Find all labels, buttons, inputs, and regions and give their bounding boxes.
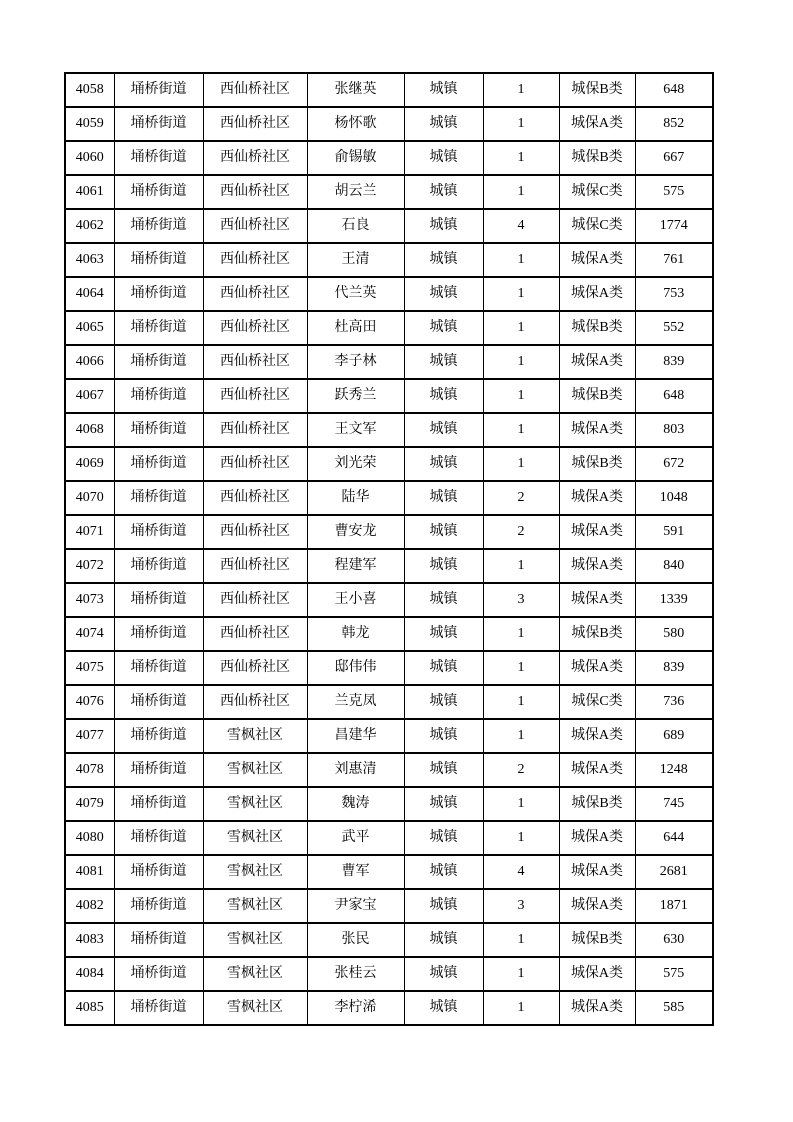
cell-name: 韩龙	[307, 617, 404, 651]
table-row	[65, 345, 713, 379]
cell-community: 西仙桥社区	[203, 277, 307, 311]
cell-street: 埇桥街道	[114, 447, 203, 481]
cell-person-count: 1	[483, 549, 559, 583]
cell-category: 城保B类	[559, 73, 635, 107]
cell-community: 西仙桥社区	[203, 175, 307, 209]
cell-person-count: 1	[483, 141, 559, 175]
cell-household-type: 城镇	[404, 549, 483, 583]
cell-community: 西仙桥社区	[203, 583, 307, 617]
cell-serial-number: 4059	[65, 107, 114, 141]
cell-household-type: 城镇	[404, 787, 483, 821]
cell-community: 雪枫社区	[203, 855, 307, 889]
table-row	[65, 923, 713, 957]
table-body	[65, 73, 713, 1025]
cell-street: 埇桥街道	[114, 651, 203, 685]
cell-person-count: 1	[483, 175, 559, 209]
cell-serial-number: 4066	[65, 345, 114, 379]
cell-serial-number: 4075	[65, 651, 114, 685]
cell-community: 西仙桥社区	[203, 379, 307, 413]
cell-amount: 745	[635, 787, 713, 821]
table-row	[65, 685, 713, 719]
cell-amount: 552	[635, 311, 713, 345]
welfare-register-table	[64, 72, 714, 1026]
cell-name: 陆华	[307, 481, 404, 515]
cell-community: 雪枫社区	[203, 957, 307, 991]
cell-community: 西仙桥社区	[203, 243, 307, 277]
cell-household-type: 城镇	[404, 141, 483, 175]
cell-category: 城保B类	[559, 447, 635, 481]
cell-street: 埇桥街道	[114, 889, 203, 923]
cell-name: 昌建华	[307, 719, 404, 753]
cell-community: 西仙桥社区	[203, 311, 307, 345]
cell-category: 城保C类	[559, 175, 635, 209]
cell-street: 埇桥街道	[114, 787, 203, 821]
cell-household-type: 城镇	[404, 991, 483, 1025]
cell-amount: 803	[635, 413, 713, 447]
cell-person-count: 1	[483, 413, 559, 447]
cell-category: 城保A类	[559, 107, 635, 141]
cell-category: 城保A类	[559, 481, 635, 515]
table-row	[65, 787, 713, 821]
cell-name: 王小喜	[307, 583, 404, 617]
cell-serial-number: 4072	[65, 549, 114, 583]
cell-serial-number: 4080	[65, 821, 114, 855]
cell-name: 杨怀歌	[307, 107, 404, 141]
cell-household-type: 城镇	[404, 209, 483, 243]
cell-street: 埇桥街道	[114, 379, 203, 413]
cell-serial-number: 4085	[65, 991, 114, 1025]
table-row	[65, 447, 713, 481]
cell-category: 城保A类	[559, 719, 635, 753]
cell-amount: 840	[635, 549, 713, 583]
cell-street: 埇桥街道	[114, 311, 203, 345]
table-row	[65, 651, 713, 685]
cell-street: 埇桥街道	[114, 73, 203, 107]
cell-community: 西仙桥社区	[203, 447, 307, 481]
cell-person-count: 3	[483, 889, 559, 923]
cell-person-count: 3	[483, 583, 559, 617]
cell-amount: 753	[635, 277, 713, 311]
cell-category: 城保B类	[559, 311, 635, 345]
cell-name: 武平	[307, 821, 404, 855]
cell-serial-number: 4063	[65, 243, 114, 277]
cell-serial-number: 4064	[65, 277, 114, 311]
cell-category: 城保A类	[559, 753, 635, 787]
cell-street: 埇桥街道	[114, 719, 203, 753]
cell-name: 程建军	[307, 549, 404, 583]
cell-community: 雪枫社区	[203, 821, 307, 855]
cell-street: 埇桥街道	[114, 685, 203, 719]
cell-category: 城保B类	[559, 787, 635, 821]
cell-household-type: 城镇	[404, 379, 483, 413]
cell-serial-number: 4077	[65, 719, 114, 753]
table-row	[65, 243, 713, 277]
cell-amount: 1871	[635, 889, 713, 923]
cell-person-count: 1	[483, 107, 559, 141]
cell-serial-number: 4073	[65, 583, 114, 617]
cell-category: 城保A类	[559, 957, 635, 991]
cell-street: 埇桥街道	[114, 957, 203, 991]
table-row	[65, 311, 713, 345]
cell-street: 埇桥街道	[114, 821, 203, 855]
table-row	[65, 413, 713, 447]
cell-street: 埇桥街道	[114, 209, 203, 243]
cell-name: 王清	[307, 243, 404, 277]
cell-person-count: 1	[483, 719, 559, 753]
cell-category: 城保A类	[559, 821, 635, 855]
cell-community: 西仙桥社区	[203, 651, 307, 685]
cell-community: 西仙桥社区	[203, 73, 307, 107]
cell-amount: 648	[635, 379, 713, 413]
cell-serial-number: 4060	[65, 141, 114, 175]
table-row	[65, 141, 713, 175]
cell-community: 雪枫社区	[203, 719, 307, 753]
table-row	[65, 583, 713, 617]
cell-household-type: 城镇	[404, 175, 483, 209]
cell-category: 城保C类	[559, 209, 635, 243]
table-row	[65, 209, 713, 243]
cell-serial-number: 4081	[65, 855, 114, 889]
cell-community: 西仙桥社区	[203, 481, 307, 515]
cell-household-type: 城镇	[404, 855, 483, 889]
cell-name: 张民	[307, 923, 404, 957]
cell-amount: 1048	[635, 481, 713, 515]
cell-community: 雪枫社区	[203, 923, 307, 957]
cell-amount: 630	[635, 923, 713, 957]
cell-person-count: 1	[483, 311, 559, 345]
cell-street: 埇桥街道	[114, 175, 203, 209]
cell-person-count: 1	[483, 447, 559, 481]
cell-name: 跃秀兰	[307, 379, 404, 413]
cell-household-type: 城镇	[404, 481, 483, 515]
cell-person-count: 1	[483, 821, 559, 855]
cell-person-count: 1	[483, 243, 559, 277]
cell-category: 城保A类	[559, 243, 635, 277]
cell-name: 张继英	[307, 73, 404, 107]
cell-serial-number: 4067	[65, 379, 114, 413]
cell-category: 城保B类	[559, 379, 635, 413]
cell-street: 埇桥街道	[114, 107, 203, 141]
cell-community: 雪枫社区	[203, 753, 307, 787]
cell-household-type: 城镇	[404, 515, 483, 549]
cell-household-type: 城镇	[404, 447, 483, 481]
cell-street: 埇桥街道	[114, 481, 203, 515]
cell-community: 西仙桥社区	[203, 413, 307, 447]
cell-street: 埇桥街道	[114, 923, 203, 957]
table-row	[65, 753, 713, 787]
cell-amount: 839	[635, 345, 713, 379]
cell-household-type: 城镇	[404, 957, 483, 991]
cell-serial-number: 4069	[65, 447, 114, 481]
cell-person-count: 1	[483, 617, 559, 651]
cell-amount: 839	[635, 651, 713, 685]
cell-name: 杜高田	[307, 311, 404, 345]
cell-name: 胡云兰	[307, 175, 404, 209]
cell-amount: 591	[635, 515, 713, 549]
cell-category: 城保A类	[559, 991, 635, 1025]
cell-community: 雪枫社区	[203, 787, 307, 821]
cell-category: 城保A类	[559, 413, 635, 447]
cell-household-type: 城镇	[404, 413, 483, 447]
cell-household-type: 城镇	[404, 923, 483, 957]
cell-amount: 648	[635, 73, 713, 107]
cell-street: 埇桥街道	[114, 277, 203, 311]
table-row	[65, 107, 713, 141]
cell-person-count: 4	[483, 209, 559, 243]
cell-street: 埇桥街道	[114, 141, 203, 175]
cell-community: 西仙桥社区	[203, 107, 307, 141]
cell-name: 魏涛	[307, 787, 404, 821]
table-row	[65, 277, 713, 311]
cell-name: 刘光荣	[307, 447, 404, 481]
cell-household-type: 城镇	[404, 889, 483, 923]
cell-category: 城保C类	[559, 685, 635, 719]
cell-community: 西仙桥社区	[203, 209, 307, 243]
cell-community: 西仙桥社区	[203, 345, 307, 379]
cell-street: 埇桥街道	[114, 243, 203, 277]
cell-person-count: 1	[483, 991, 559, 1025]
cell-person-count: 1	[483, 73, 559, 107]
table-row	[65, 957, 713, 991]
cell-person-count: 1	[483, 379, 559, 413]
table-row	[65, 855, 713, 889]
cell-street: 埇桥街道	[114, 855, 203, 889]
cell-household-type: 城镇	[404, 821, 483, 855]
cell-serial-number: 4062	[65, 209, 114, 243]
cell-amount: 575	[635, 957, 713, 991]
table-row	[65, 991, 713, 1025]
cell-community: 雪枫社区	[203, 889, 307, 923]
table-row	[65, 719, 713, 753]
cell-amount: 1774	[635, 209, 713, 243]
cell-amount: 689	[635, 719, 713, 753]
cell-person-count: 1	[483, 787, 559, 821]
cell-serial-number: 4058	[65, 73, 114, 107]
cell-name: 李柠浠	[307, 991, 404, 1025]
cell-amount: 2681	[635, 855, 713, 889]
table-row	[65, 175, 713, 209]
cell-name: 尹家宝	[307, 889, 404, 923]
cell-household-type: 城镇	[404, 311, 483, 345]
cell-household-type: 城镇	[404, 651, 483, 685]
cell-serial-number: 4071	[65, 515, 114, 549]
cell-serial-number: 4083	[65, 923, 114, 957]
table-row	[65, 889, 713, 923]
cell-household-type: 城镇	[404, 719, 483, 753]
cell-amount: 852	[635, 107, 713, 141]
cell-serial-number: 4061	[65, 175, 114, 209]
cell-name: 兰克凤	[307, 685, 404, 719]
table-row	[65, 481, 713, 515]
cell-amount: 761	[635, 243, 713, 277]
cell-category: 城保A类	[559, 515, 635, 549]
cell-category: 城保A类	[559, 889, 635, 923]
cell-amount: 1248	[635, 753, 713, 787]
cell-person-count: 2	[483, 515, 559, 549]
cell-category: 城保B类	[559, 141, 635, 175]
cell-household-type: 城镇	[404, 583, 483, 617]
cell-community: 西仙桥社区	[203, 141, 307, 175]
cell-community: 西仙桥社区	[203, 515, 307, 549]
cell-person-count: 1	[483, 923, 559, 957]
cell-name: 邸伟伟	[307, 651, 404, 685]
cell-street: 埇桥街道	[114, 617, 203, 651]
cell-person-count: 1	[483, 345, 559, 379]
cell-category: 城保B类	[559, 617, 635, 651]
cell-amount: 644	[635, 821, 713, 855]
cell-name: 王文军	[307, 413, 404, 447]
cell-amount: 672	[635, 447, 713, 481]
cell-category: 城保A类	[559, 277, 635, 311]
cell-serial-number: 4078	[65, 753, 114, 787]
cell-category: 城保A类	[559, 549, 635, 583]
cell-category: 城保B类	[559, 923, 635, 957]
cell-person-count: 4	[483, 855, 559, 889]
cell-household-type: 城镇	[404, 685, 483, 719]
cell-category: 城保A类	[559, 651, 635, 685]
cell-person-count: 1	[483, 277, 559, 311]
cell-community: 西仙桥社区	[203, 617, 307, 651]
cell-person-count: 1	[483, 685, 559, 719]
cell-household-type: 城镇	[404, 243, 483, 277]
cell-street: 埇桥街道	[114, 753, 203, 787]
cell-name: 李子林	[307, 345, 404, 379]
cell-serial-number: 4076	[65, 685, 114, 719]
cell-name: 刘惠清	[307, 753, 404, 787]
cell-street: 埇桥街道	[114, 991, 203, 1025]
table-row	[65, 73, 713, 107]
table-row	[65, 617, 713, 651]
cell-serial-number: 4084	[65, 957, 114, 991]
cell-name: 曹安龙	[307, 515, 404, 549]
cell-community: 西仙桥社区	[203, 685, 307, 719]
cell-household-type: 城镇	[404, 345, 483, 379]
cell-household-type: 城镇	[404, 107, 483, 141]
cell-household-type: 城镇	[404, 277, 483, 311]
table-row	[65, 379, 713, 413]
cell-name: 张桂云	[307, 957, 404, 991]
table-row	[65, 515, 713, 549]
cell-serial-number: 4065	[65, 311, 114, 345]
cell-amount: 575	[635, 175, 713, 209]
cell-street: 埇桥街道	[114, 413, 203, 447]
cell-street: 埇桥街道	[114, 345, 203, 379]
cell-category: 城保A类	[559, 855, 635, 889]
cell-person-count: 1	[483, 957, 559, 991]
cell-amount: 1339	[635, 583, 713, 617]
cell-street: 埇桥街道	[114, 549, 203, 583]
cell-serial-number: 4074	[65, 617, 114, 651]
cell-amount: 585	[635, 991, 713, 1025]
cell-amount: 667	[635, 141, 713, 175]
cell-amount: 736	[635, 685, 713, 719]
cell-community: 西仙桥社区	[203, 549, 307, 583]
cell-household-type: 城镇	[404, 617, 483, 651]
cell-serial-number: 4070	[65, 481, 114, 515]
cell-community: 雪枫社区	[203, 991, 307, 1025]
cell-amount: 580	[635, 617, 713, 651]
cell-name: 俞锡敏	[307, 141, 404, 175]
table-row	[65, 549, 713, 583]
cell-street: 埇桥街道	[114, 515, 203, 549]
cell-name: 代兰英	[307, 277, 404, 311]
table-row	[65, 821, 713, 855]
cell-street: 埇桥街道	[114, 583, 203, 617]
cell-person-count: 1	[483, 651, 559, 685]
cell-name: 曹军	[307, 855, 404, 889]
cell-serial-number: 4079	[65, 787, 114, 821]
cell-household-type: 城镇	[404, 73, 483, 107]
cell-person-count: 2	[483, 753, 559, 787]
cell-name: 石良	[307, 209, 404, 243]
cell-household-type: 城镇	[404, 753, 483, 787]
cell-category: 城保A类	[559, 345, 635, 379]
cell-serial-number: 4068	[65, 413, 114, 447]
cell-category: 城保A类	[559, 583, 635, 617]
cell-person-count: 2	[483, 481, 559, 515]
cell-serial-number: 4082	[65, 889, 114, 923]
